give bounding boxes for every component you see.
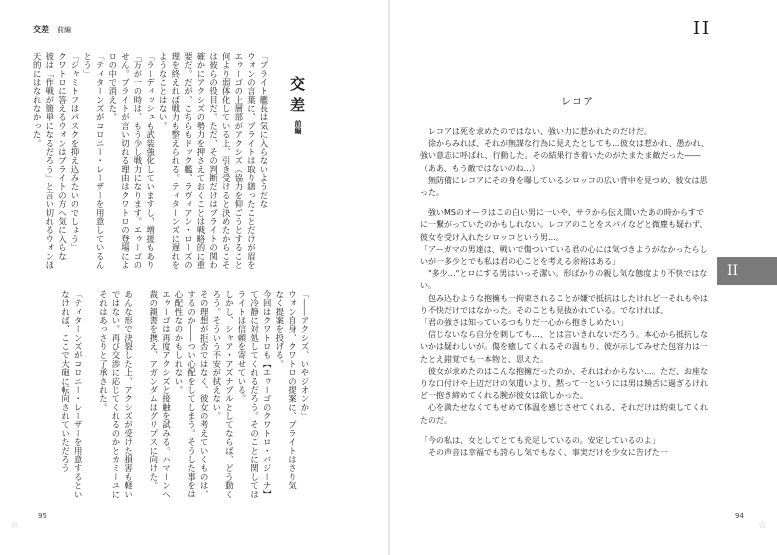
left-header-title: 交差: [33, 25, 49, 34]
vertical-text-line: 「ラーディッシュも武装強化していますし、増援もあり: [145, 52, 156, 270]
vertical-text-line: 今回はクワトロも【エゥーゴのクワトロ・バジーナ】: [262, 290, 273, 499]
vertical-text-line: 心配性なのかもしれない。: [174, 290, 184, 395]
right-page-number: 94: [735, 512, 744, 520]
body-paragraph: その声音は幸福でも誇らし気でもなく、事実だけを少女に告げた一: [420, 448, 668, 458]
vertical-text-line: エゥーゴは再度アクシズと接触を試みる。ハマーンへ: [161, 290, 172, 499]
body-paragraph: 強いMSのオーラはこの白い男に一いや、サラから伝え聞いたあの時からすでに一繋がっていたのかもしれない。レコアのことをスパイなどと微塵も疑わず、彼女を受け入れたシロッコという男…。: [420, 208, 708, 242]
right-body-text: [420, 126, 710, 459]
chapter-number: II: [693, 18, 712, 39]
vertical-text-line: しかし、シャア・アズナブルとしてならば、どう動く: [224, 290, 235, 499]
vertical-text-line: クワトロに答えるウォンはブライトの方へ気に入らな: [57, 52, 68, 261]
vertical-text-line: するのか――つい心配をしてしまう。そうした事をは: [186, 290, 197, 499]
vertical-text-line: て冷静に対処してくれるだろう。そのことに関しては: [249, 290, 260, 499]
paragraph-gap: [420, 427, 710, 435]
story-title: レコア: [561, 97, 594, 108]
body-paragraph: 彼女が求めたのはこんな抱擁だったのか、それはわからない…。ただ、お座なりな口付けや上辺だけの気遣いより、黙って一というには男は饒舌に過ぎるけれど一抱き締めてくれる腕が彼女は欲しかった。: [420, 366, 708, 401]
vertical-text-line: なければ、ここで大砲に転向されていただろう: [60, 290, 71, 473]
vertical-text-line: 要だ。だが、こちらもドック艦、ラヴィアン・ローズの: [183, 52, 194, 270]
left-title-subtitle: 前編: [294, 120, 302, 134]
left-title: 交差: [288, 76, 306, 118]
corner-star-icon: ☆: [10, 520, 19, 531]
left-page-number: 95: [38, 512, 47, 520]
body-paragraph: "多少…"とロにする男はいっそ潔い。形ばかりの親し気な態度より不快ではない。: [420, 269, 708, 291]
vertical-text-line: 「ブライト艦長は気に入らないようだな: [259, 52, 269, 209]
corner-star-icon: ☆: [758, 520, 767, 531]
vertical-text-line: 理を終えれば戦力も整えられる。ティターンズに遅れを: [170, 52, 181, 270]
vertical-text-line: とう」: [82, 52, 93, 79]
left-page-header: [33, 24, 71, 35]
body-paragraph: 「君の強さは知っているつもりだ一心から抱きしめたい」: [420, 318, 628, 328]
chapter-side-tab: [717, 257, 777, 285]
vertical-text-line: ではない。再び交渉に応じてくれるのかとカミーユに: [111, 290, 121, 499]
vertical-text-line: 「ティターンズがコロニー・レーザーを用意するとい: [73, 290, 84, 499]
chapter-side-tab-label: II: [727, 263, 739, 279]
vertical-text-line: なく提案を投げる。: [274, 290, 285, 369]
body-paragraph: 心を満たせなくてもせめて体温を感じさせてくれる、それだけは約束してくれたのだ。: [420, 403, 708, 425]
left-header-subtitle: 前編: [57, 26, 71, 34]
vertical-text-line: 裁の親書を携え、アガンダムはグリプスに向けた。: [148, 290, 159, 490]
vertical-text-line: ライトは信頼を寄せている。: [237, 290, 247, 403]
paragraph-gap: [420, 199, 710, 207]
vertical-text-line: 彼は「作戦が簡単になるだろう」と言い切れるウォンほ: [44, 52, 55, 270]
vertical-text-line: 「ジャミトフはパスクを抑え込みたいのでしょう」: [70, 52, 80, 252]
body-paragraph: 無防備にレコアにその身を曝しているシロッコの広い背中を見つめ、彼女は思った。: [420, 175, 708, 198]
vertical-text-line: ウォンの言葉に、ブライトは取り繕ったことだけが眉を: [246, 52, 257, 270]
body-paragraph: レコアは死を求めたのではない、強い力に惹かれたのだけだ。: [420, 127, 652, 136]
page-gutter: [388, 0, 390, 555]
vertical-text-line: 確かにアクシズの勢力を押さえておくことは戦略的に重: [196, 52, 206, 270]
vertical-text-line: 「ティターンズがコロニー・レーザーを用意しているん: [95, 52, 106, 270]
vertical-text-line: 「――アクシズ、いやジオンか」: [300, 290, 310, 421]
vertical-text-line: ロの中で消えた。: [107, 52, 118, 122]
body-paragraph: 「今の私は、女としてとても充足しているの。安定しているのよ」: [420, 435, 660, 445]
body-paragraph: 「アーガマの男達は、戦いで傷ついている君の心には気づきようがなかったらしいが一多少とでも私は君の心ことを考える余裕はある」: [420, 244, 708, 267]
vertical-text-line: ウォン自身、クワトロの提案に、ブライトはさり気: [287, 290, 298, 490]
vertical-text-line: は彼らの役目だ。ただ、その判断だけはブライトの関わ: [208, 52, 219, 270]
body-paragraph: 信じないなら自分を刺しても…、とは言いきれないだろう。本心から抵抗しないかは疑わしいが。傷を癒してくれるその温もり、彼が示してみせた包容力は一たとえ錯覚でも一本物と、思えた。: [420, 330, 708, 364]
body-paragraph: 徐からみれば、それが無謀な行為に見えたとしても…彼女は惹かれ、愚かれ、強い意志に呼ばれ、行動した。その結果行き着いたのがたまたま敵だった――: [420, 139, 709, 161]
vertical-text-line: あんな形で決裂した上、アクシズが受けた損害も軽い: [123, 290, 134, 499]
vertical-text-line: [85, 290, 97, 500]
vertical-text-line: ろう。そういう不安が拭えない。: [211, 290, 222, 421]
vertical-text-line: せん。ブライトが言い切れる理由はクワトロの登場によ: [120, 52, 131, 270]
vertical-text-line: ようなことはない。: [158, 52, 169, 131]
vertical-text-line: エゥーゴの上層部がアクシズ（協力を仰ごうとすること: [233, 52, 244, 270]
body-paragraph: （ああ、もう敵ではないのね…）: [420, 163, 540, 173]
vertical-text-line: それはあっさりと了承された。: [98, 290, 109, 412]
vertical-text-line: その理想が拒否ではなく、彼女の考えていくものは、: [199, 290, 210, 499]
vertical-text-line: [135, 290, 147, 500]
body-paragraph: 包み込むような抱擁も一拘束されることが嫌で抵抗はしたけれど一それもやはり不快だけではなかった。そのことも見抜かれている。でなければ、: [420, 293, 708, 315]
vertical-text-line: 何より弱体化している上、引き受けると決めたからこそ: [221, 52, 232, 270]
vertical-text-line: 「万が一の時は、もう少し戦力になります。エゥーゴの: [133, 52, 143, 270]
vertical-text-line: 天的にはなれなかった。: [32, 52, 43, 148]
